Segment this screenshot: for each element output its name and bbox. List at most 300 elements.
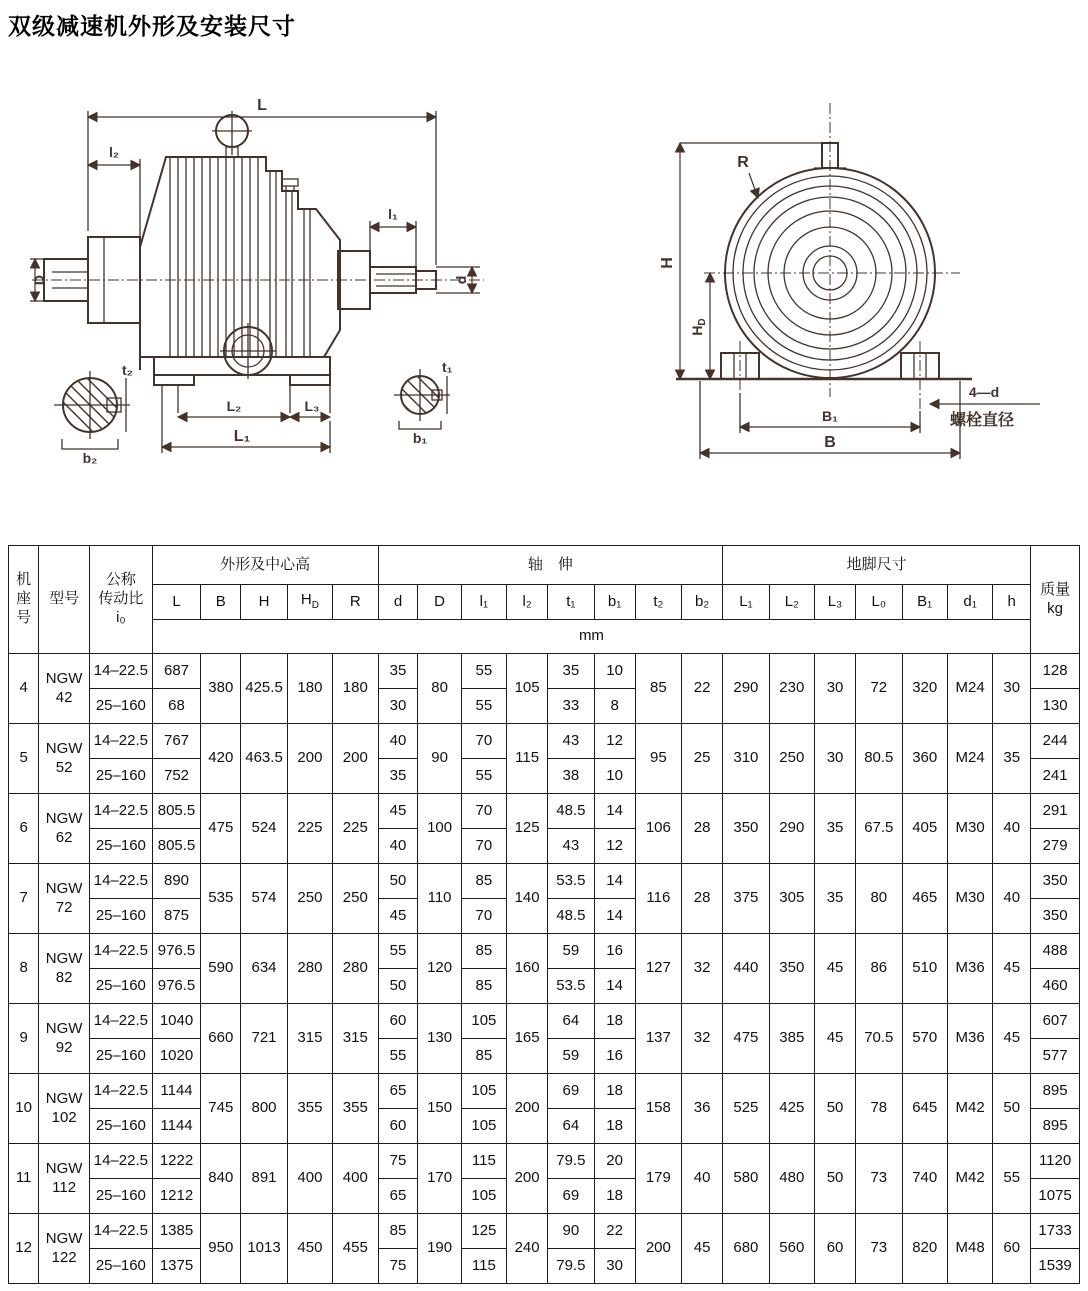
cell-l1: 70	[461, 899, 506, 934]
cell-B: 475	[201, 794, 241, 864]
header-L3: L₃	[815, 585, 856, 620]
dimension-L1	[162, 385, 330, 453]
cell-HD: 225	[287, 794, 332, 864]
cell-d: 60	[378, 1109, 418, 1144]
cell-l1: 105	[461, 1074, 506, 1109]
cell-l2: 240	[507, 1214, 548, 1284]
cell-D: 110	[418, 864, 461, 934]
cell-b1: 14	[594, 864, 635, 899]
cell-L: 1375	[152, 1249, 201, 1284]
cell-b1: 20	[594, 1144, 635, 1179]
cell-B1: 570	[902, 1004, 947, 1074]
header-L1: L₁	[723, 585, 769, 620]
cell-L: 752	[152, 759, 201, 794]
cell-L2: 480	[769, 1144, 814, 1214]
cell-b2: 32	[682, 934, 723, 1004]
cell-l1: 55	[461, 759, 506, 794]
cell-mass: 350	[1031, 899, 1080, 934]
eyebolt-icon	[212, 111, 252, 157]
header-mass-line1: 质量	[1040, 580, 1071, 598]
cell-model: NGW 122	[39, 1214, 90, 1284]
header-h: h	[993, 585, 1031, 620]
header-frame-no: 机座号	[9, 546, 39, 654]
cell-L2: 350	[769, 934, 814, 1004]
cell-t1: 48.5	[548, 899, 594, 934]
cell-D: 90	[418, 724, 461, 794]
cell-mass: 607	[1031, 1004, 1080, 1039]
cell-H: 721	[241, 1004, 287, 1074]
cell-l2: 125	[507, 794, 548, 864]
cell-t1: 53.5	[548, 969, 594, 1004]
cell-d: 75	[378, 1249, 418, 1284]
cell-frame-no: 4	[9, 654, 39, 724]
cell-mass: 577	[1031, 1039, 1080, 1074]
svg-text:HD: $H_D$	[689, 318, 708, 336]
cell-B: 950	[201, 1214, 241, 1284]
cell-R: 280	[333, 934, 378, 1004]
cell-L: 976.5	[152, 969, 201, 1004]
cell-L: 1040	[152, 1004, 201, 1039]
cell-L: 890	[152, 864, 201, 899]
header-ratio	[90, 546, 153, 654]
cell-t2: 200	[635, 1214, 681, 1284]
cell-ratio: 25–160	[90, 1109, 153, 1144]
cell-t2: 116	[635, 864, 681, 934]
cell-B1: 645	[902, 1074, 947, 1144]
cell-d: 50	[378, 864, 418, 899]
cell-L1: 680	[723, 1214, 769, 1284]
cell-ratio: 25–160	[90, 899, 153, 934]
cell-L0: 67.5	[856, 794, 902, 864]
cell-B: 660	[201, 1004, 241, 1074]
cell-mass: 128	[1031, 654, 1080, 689]
cell-L1: 290	[723, 654, 769, 724]
cell-L0: 80.5	[856, 724, 902, 794]
header-l1: l₁	[461, 585, 506, 620]
table-row	[9, 654, 1080, 689]
header-b1: b₁	[594, 585, 635, 620]
cell-t2: 95	[635, 724, 681, 794]
cell-l1: 105	[461, 1179, 506, 1214]
cell-mass: 460	[1031, 969, 1080, 1004]
header-t1: t₁	[548, 585, 594, 620]
cell-model: NGW 102	[39, 1074, 90, 1144]
cell-L: 875	[152, 899, 201, 934]
cell-b1: 18	[594, 1179, 635, 1214]
base-foot	[154, 357, 330, 385]
header-d: d	[378, 585, 418, 620]
cell-frame-no: 6	[9, 794, 39, 864]
table-row	[9, 1214, 1080, 1249]
cell-b1: 30	[594, 1249, 635, 1284]
cell-d1: M36	[947, 934, 992, 1004]
cell-L3: 45	[815, 1004, 856, 1074]
cell-t1: 64	[548, 1004, 594, 1039]
cell-D: 100	[418, 794, 461, 864]
cell-l1: 85	[461, 864, 506, 899]
cell-R: 455	[333, 1214, 378, 1284]
cell-d1: M36	[947, 1004, 992, 1074]
header-model: 型号	[39, 546, 90, 654]
cell-mass: 488	[1031, 934, 1080, 969]
cell-H: 634	[241, 934, 287, 1004]
cell-l2: 200	[507, 1074, 548, 1144]
cell-t1: 59	[548, 934, 594, 969]
cell-mass: 1733	[1031, 1214, 1080, 1249]
cell-d: 60	[378, 1004, 418, 1039]
cell-l2: 105	[507, 654, 548, 724]
header-d1: d₁	[947, 585, 992, 620]
cell-H: 1013	[241, 1214, 287, 1284]
svg-text:H: H	[659, 257, 676, 269]
cell-HD: 250	[287, 864, 332, 934]
header-B: B	[201, 585, 241, 620]
cell-B: 590	[201, 934, 241, 1004]
cell-t2: 106	[635, 794, 681, 864]
cell-L: 805.5	[152, 829, 201, 864]
cell-R: 355	[333, 1074, 378, 1144]
cell-L: 687	[152, 654, 201, 689]
cell-d: 40	[378, 724, 418, 759]
cell-R: 200	[333, 724, 378, 794]
cell-B1: 320	[902, 654, 947, 724]
cell-ratio: 14–22.5	[90, 724, 153, 759]
cell-t2: 137	[635, 1004, 681, 1074]
cell-b2: 25	[682, 724, 723, 794]
cell-t1: 90	[548, 1214, 594, 1249]
cell-B: 745	[201, 1074, 241, 1144]
table-row	[9, 934, 1080, 969]
cell-t1: 43	[548, 724, 594, 759]
cell-t1: 79.5	[548, 1144, 594, 1179]
cell-ratio: 14–22.5	[90, 794, 153, 829]
cell-l1: 115	[461, 1144, 506, 1179]
cell-B1: 820	[902, 1214, 947, 1284]
svg-text:d: d	[453, 275, 469, 285]
cell-D: 80	[418, 654, 461, 724]
cell-R: 180	[333, 654, 378, 724]
cell-d: 85	[378, 1214, 418, 1249]
cell-HD: 450	[287, 1214, 332, 1284]
header-L: L	[152, 585, 201, 620]
cell-b1: 18	[594, 1004, 635, 1039]
cell-H: 800	[241, 1074, 287, 1144]
svg-text:b₁: b₁	[412, 430, 428, 446]
cell-d: 35	[378, 654, 418, 689]
cell-R: 250	[333, 864, 378, 934]
cell-L: 68	[152, 689, 201, 724]
cell-L2: 230	[769, 654, 814, 724]
svg-text:4—d: 4—d	[968, 384, 1000, 400]
cell-b1: 18	[594, 1109, 635, 1144]
cell-l1: 70	[461, 794, 506, 829]
cell-d: 65	[378, 1074, 418, 1109]
cell-frame-no: 8	[9, 934, 39, 1004]
cell-frame-no: 7	[9, 864, 39, 934]
cell-d1: M30	[947, 864, 992, 934]
svg-text:l₂: l₂	[108, 144, 120, 160]
cell-h: 40	[993, 794, 1031, 864]
cell-R: 315	[333, 1004, 378, 1074]
cell-mass: 1539	[1031, 1249, 1080, 1284]
cell-HD: 355	[287, 1074, 332, 1144]
cell-L3: 50	[815, 1144, 856, 1214]
cell-model: NGW 62	[39, 794, 90, 864]
cell-l2: 160	[507, 934, 548, 1004]
cell-model: NGW 72	[39, 864, 90, 934]
cell-mass: 130	[1031, 689, 1080, 724]
dimension-table	[8, 545, 1080, 1284]
header-group-shaft: 轴 伸	[378, 546, 723, 585]
cell-l1: 105	[461, 1004, 506, 1039]
cell-L2: 305	[769, 864, 814, 934]
cell-d: 55	[378, 1039, 418, 1074]
cell-ratio: 14–22.5	[90, 1004, 153, 1039]
cell-l1: 70	[461, 829, 506, 864]
cell-HD: 315	[287, 1004, 332, 1074]
cell-L1: 475	[723, 1004, 769, 1074]
cell-t1: 38	[548, 759, 594, 794]
cell-b2: 28	[682, 864, 723, 934]
cell-L: 805.5	[152, 794, 201, 829]
cell-L1: 310	[723, 724, 769, 794]
cell-B: 380	[201, 654, 241, 724]
table-row	[9, 1144, 1080, 1179]
header-ratio-line3: i₀	[116, 608, 126, 626]
table-row	[9, 864, 1080, 899]
cell-b1: 16	[594, 1039, 635, 1074]
header-H: H	[241, 585, 287, 620]
cell-H: 463.5	[241, 724, 287, 794]
cell-t1: 79.5	[548, 1249, 594, 1284]
header-t2: t₂	[635, 585, 681, 620]
cell-L: 767	[152, 724, 201, 759]
cell-D: 120	[418, 934, 461, 1004]
cell-L1: 375	[723, 864, 769, 934]
cell-HD: 200	[287, 724, 332, 794]
cell-l1: 85	[461, 969, 506, 1004]
svg-text:b₂: b₂	[82, 450, 98, 466]
svg-text:L₂: L₂	[226, 398, 242, 414]
header-l2: l₂	[507, 585, 548, 620]
dimension-l1	[370, 206, 416, 267]
cell-model: NGW 82	[39, 934, 90, 1004]
dimension-L3	[290, 385, 330, 417]
cell-b1: 10	[594, 759, 635, 794]
cell-b1: 10	[594, 654, 635, 689]
cell-H: 425.5	[241, 654, 287, 724]
cell-b2: 28	[682, 794, 723, 864]
table-body	[9, 654, 1080, 1284]
dimension-R	[737, 154, 758, 198]
cell-mass: 350	[1031, 864, 1080, 899]
cell-b1: 8	[594, 689, 635, 724]
cell-l1: 115	[461, 1249, 506, 1284]
cell-t1: 64	[548, 1109, 594, 1144]
cell-L: 1020	[152, 1039, 201, 1074]
svg-text:L: L	[257, 97, 267, 114]
cell-l1: 125	[461, 1214, 506, 1249]
svg-text:B: B	[824, 434, 836, 451]
header-B1: B₁	[902, 585, 947, 620]
cell-ratio: 14–22.5	[90, 934, 153, 969]
cell-l1: 55	[461, 689, 506, 724]
cell-B1: 510	[902, 934, 947, 1004]
cell-L3: 50	[815, 1074, 856, 1144]
svg-text:螺栓直径: 螺栓直径	[950, 412, 1015, 429]
cell-L1: 440	[723, 934, 769, 1004]
header-HD: $H_D$	[287, 585, 332, 620]
table-header	[9, 546, 1080, 654]
cell-b1: 14	[594, 969, 635, 1004]
cell-HD: 280	[287, 934, 332, 1004]
cell-d: 30	[378, 689, 418, 724]
header-L0: L₀	[856, 585, 902, 620]
cell-d: 35	[378, 759, 418, 794]
cell-model: NGW 112	[39, 1144, 90, 1214]
cell-model: NGW 42	[39, 654, 90, 724]
cell-d1: M48	[947, 1214, 992, 1284]
cell-t1: 33	[548, 689, 594, 724]
header-D: D	[418, 585, 461, 620]
cell-L0: 86	[856, 934, 902, 1004]
cell-b1: 18	[594, 1074, 635, 1109]
bolt-diameter-note	[930, 384, 1040, 429]
cell-frame-no: 10	[9, 1074, 39, 1144]
cell-d: 40	[378, 829, 418, 864]
header-group-foot: 地脚尺寸	[723, 546, 1031, 585]
cell-B: 420	[201, 724, 241, 794]
table-row	[9, 1074, 1080, 1109]
cell-l1: 70	[461, 724, 506, 759]
cell-L3: 35	[815, 794, 856, 864]
cell-ratio: 14–22.5	[90, 1214, 153, 1249]
cell-t1: 69	[548, 1179, 594, 1214]
cell-B1: 740	[902, 1144, 947, 1214]
cell-l2: 115	[507, 724, 548, 794]
svg-text:B₁: B₁	[822, 408, 838, 424]
cell-L0: 72	[856, 654, 902, 724]
cell-R: 225	[333, 794, 378, 864]
cell-frame-no: 5	[9, 724, 39, 794]
cell-mass: 244	[1031, 724, 1080, 759]
cell-L0: 73	[856, 1144, 902, 1214]
cell-t1: 53.5	[548, 864, 594, 899]
cell-l1: 85	[461, 1039, 506, 1074]
header-ratio-line1: 公称	[105, 571, 136, 589]
cell-L2: 560	[769, 1214, 814, 1284]
cell-h: 55	[993, 1144, 1031, 1214]
svg-text:D: D	[31, 274, 47, 286]
cell-L: 1222	[152, 1144, 201, 1179]
header-b2: b₂	[682, 585, 723, 620]
cell-L0: 80	[856, 864, 902, 934]
cell-L3: 30	[815, 724, 856, 794]
svg-text:L₃: L₃	[304, 398, 320, 414]
svg-text:l₁: l₁	[388, 206, 398, 222]
cell-L1: 350	[723, 794, 769, 864]
cell-h: 35	[993, 724, 1031, 794]
cell-L3: 60	[815, 1214, 856, 1284]
cell-L3: 45	[815, 934, 856, 1004]
dimension-l2	[88, 144, 140, 243]
header-mass-line2: kg	[1047, 599, 1064, 617]
cell-t2: 85	[635, 654, 681, 724]
cell-L1: 525	[723, 1074, 769, 1144]
cell-b2: 40	[682, 1144, 723, 1214]
cell-mass: 895	[1031, 1074, 1080, 1109]
side-view-drawing	[28, 95, 488, 475]
cell-B1: 405	[902, 794, 947, 864]
cell-b2: 45	[682, 1214, 723, 1284]
cell-D: 170	[418, 1144, 461, 1214]
cell-D: 150	[418, 1074, 461, 1144]
cell-l1: 55	[461, 654, 506, 689]
cell-ratio: 14–22.5	[90, 1144, 153, 1179]
header-mass	[1031, 546, 1080, 654]
cell-HD: 180	[287, 654, 332, 724]
cell-L3: 35	[815, 864, 856, 934]
header-R: R	[333, 585, 378, 620]
breather-plug-icon	[282, 179, 298, 191]
cell-B1: 465	[902, 864, 947, 934]
cell-L2: 250	[769, 724, 814, 794]
cell-model: NGW 92	[39, 1004, 90, 1074]
cell-H: 524	[241, 794, 287, 864]
inspection-boss	[220, 323, 276, 379]
cell-ratio: 14–22.5	[90, 1074, 153, 1109]
cell-B1: 360	[902, 724, 947, 794]
cell-d: 55	[378, 934, 418, 969]
cell-d1: M24	[947, 654, 992, 724]
cell-b1: 14	[594, 899, 635, 934]
cell-frame-no: 12	[9, 1214, 39, 1284]
svg-text:R: R	[737, 154, 749, 171]
cell-b1: 12	[594, 724, 635, 759]
cell-L: 1212	[152, 1179, 201, 1214]
dimension-B1	[740, 393, 920, 433]
dimension-L2	[178, 385, 290, 417]
header-ratio-line2: 传动比	[98, 590, 144, 608]
svg-text:L₁: L₁	[233, 428, 251, 445]
cell-L1: 580	[723, 1144, 769, 1214]
cell-H: 574	[241, 864, 287, 934]
cell-t1: 35	[548, 654, 594, 689]
cell-L0: 73	[856, 1214, 902, 1284]
table-row	[9, 724, 1080, 759]
cell-L: 1385	[152, 1214, 201, 1249]
keyway-detail-output	[50, 341, 133, 469]
cell-d: 45	[378, 794, 418, 829]
cell-ratio: 25–160	[90, 1039, 153, 1074]
cell-frame-no: 9	[9, 1004, 39, 1074]
cell-ratio: 14–22.5	[90, 864, 153, 899]
cell-HD: 400	[287, 1144, 332, 1214]
cell-d: 45	[378, 899, 418, 934]
cell-b2: 36	[682, 1074, 723, 1144]
cell-L: 1144	[152, 1109, 201, 1144]
cell-b2: 32	[682, 1004, 723, 1074]
cell-l2: 165	[507, 1004, 548, 1074]
cell-model: NGW 52	[39, 724, 90, 794]
cell-t2: 179	[635, 1144, 681, 1214]
cell-l1: 85	[461, 934, 506, 969]
gearbox-body	[140, 157, 340, 379]
cell-d: 65	[378, 1179, 418, 1214]
header-L2: L₂	[769, 585, 814, 620]
cell-mass: 1075	[1031, 1179, 1080, 1214]
cell-t2: 158	[635, 1074, 681, 1144]
